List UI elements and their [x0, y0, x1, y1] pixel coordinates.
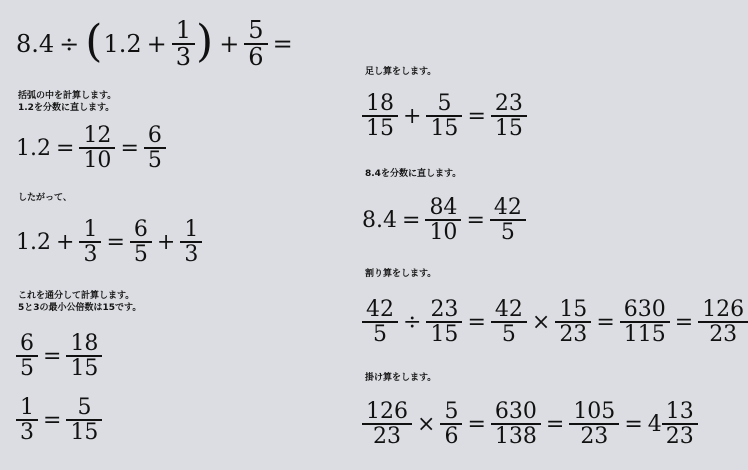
denominator: 6 — [244, 43, 267, 70]
equation-multiplication — [362, 400, 698, 448]
denominator: 115 — [620, 321, 670, 346]
equation-addition — [362, 92, 527, 140]
multiply-sign: × — [417, 411, 436, 437]
numerator: 13 — [665, 399, 694, 424]
fraction — [493, 92, 525, 140]
note-line: 割り算をします。 — [365, 269, 437, 279]
fraction — [700, 298, 746, 346]
right-paren: ) — [196, 16, 214, 68]
fraction — [493, 400, 539, 448]
denominator: 15 — [66, 419, 102, 444]
denominator: 10 — [79, 147, 115, 172]
note-line: 8.4を分数に直します。 — [365, 169, 462, 179]
equals-sign: = — [674, 309, 694, 335]
numerator: 105 — [573, 399, 616, 424]
fraction — [146, 124, 164, 172]
denominator: 23 — [362, 423, 412, 448]
denominator: 6 — [440, 423, 462, 448]
fraction — [182, 218, 200, 266]
note-line: 5と3の最小公倍数は15です。 — [18, 303, 142, 313]
plus-sign: + — [146, 30, 167, 59]
equals-sign: = — [467, 103, 486, 129]
plus-sign: + — [219, 30, 240, 59]
note-division — [365, 268, 436, 280]
fraction — [622, 298, 668, 346]
fraction — [664, 400, 696, 448]
numerator: 1 — [184, 217, 199, 242]
multiply-sign: × — [531, 309, 551, 335]
denominator: 3 — [16, 419, 38, 444]
mixed-number — [648, 400, 698, 448]
equation-one-third — [16, 396, 102, 444]
problem-term-a: 8.4 — [16, 30, 55, 59]
left-paren: ( — [85, 16, 103, 68]
fraction-one-third — [174, 18, 193, 70]
denominator: 10 — [425, 219, 461, 244]
equals-sign: = — [402, 207, 421, 233]
equals-sign: = — [43, 407, 62, 433]
fraction — [492, 196, 524, 244]
numerator: 6 — [20, 331, 34, 356]
denominator: 138 — [491, 423, 541, 448]
fraction — [364, 400, 410, 448]
numerator: 42 — [366, 297, 394, 322]
equals-sign: = — [624, 411, 643, 437]
equals-sign: = — [545, 411, 565, 437]
whole-part: 4 — [647, 411, 662, 437]
denominator: 5 — [144, 147, 166, 172]
fraction-five-sixths — [246, 18, 265, 70]
note-line: したがって、 — [18, 193, 72, 203]
fraction — [81, 218, 99, 266]
term: 1.2 — [16, 135, 51, 161]
fraction — [493, 298, 525, 346]
term: 1.2 — [16, 229, 51, 255]
equals-sign: = — [467, 411, 486, 437]
numerator: 1 — [83, 217, 98, 242]
denominator: 5 — [491, 321, 527, 346]
note-line: 足し算をします。 — [365, 67, 437, 77]
numerator: 84 — [429, 195, 458, 220]
equation-1-2-to-fraction — [16, 124, 166, 172]
denominator: 23 — [555, 321, 591, 346]
numerator: 5 — [437, 91, 452, 116]
fraction — [18, 396, 36, 444]
numerator: 42 — [494, 297, 523, 322]
numerator: 5 — [77, 395, 92, 420]
denominator: 5 — [16, 355, 38, 380]
numerator: 23 — [430, 297, 459, 322]
fraction — [442, 400, 460, 448]
fraction — [81, 124, 113, 172]
fraction — [68, 396, 100, 444]
equals-sign: = — [56, 135, 75, 161]
fraction — [427, 196, 459, 244]
numerator: 630 — [494, 399, 537, 424]
fraction — [571, 400, 617, 448]
denominator: 5 — [130, 241, 152, 266]
numerator: 6 — [147, 123, 162, 148]
equals-sign: = — [466, 207, 485, 233]
equals-sign: = — [43, 343, 62, 369]
fraction — [364, 298, 396, 346]
numerator: 1 — [175, 16, 192, 44]
equals-sign: = — [120, 135, 139, 161]
note-multiplication — [365, 372, 436, 384]
equation-8-4-fraction — [362, 196, 526, 244]
equals-sign: = — [106, 229, 125, 255]
fraction — [18, 332, 36, 380]
divide-sign: ÷ — [403, 309, 422, 335]
equals-sign: = — [272, 30, 293, 59]
fraction — [428, 92, 460, 140]
fraction — [68, 332, 100, 380]
numerator: 18 — [366, 91, 394, 116]
equals-sign: = — [467, 309, 486, 335]
fraction — [364, 92, 396, 140]
numerator: 126 — [366, 399, 408, 424]
equals-sign: = — [596, 309, 615, 335]
note-line: これを通分して計算します。 — [18, 291, 135, 301]
numerator: 42 — [493, 195, 522, 220]
denominator: 15 — [362, 115, 398, 140]
note-line: 掛け算をします。 — [365, 373, 437, 383]
note-line: 1.2を分数に直します。 — [18, 103, 115, 113]
note-parentheses — [18, 90, 116, 114]
equation-division — [362, 298, 748, 346]
divide-sign: ÷ — [59, 30, 80, 59]
problem-term-b: 1.2 — [103, 30, 142, 59]
problem-expression — [16, 18, 298, 70]
numerator: 15 — [559, 297, 588, 322]
denominator: 23 — [662, 423, 698, 448]
denominator: 15 — [491, 115, 527, 140]
equation-six-fifths — [16, 332, 102, 380]
denominator: 3 — [79, 241, 101, 266]
fraction — [557, 298, 589, 346]
numerator: 5 — [248, 16, 264, 44]
fraction — [428, 298, 460, 346]
denominator: 3 — [172, 43, 195, 70]
numerator: 1 — [20, 395, 34, 420]
denominator: 5 — [490, 219, 526, 244]
numerator: 18 — [70, 331, 99, 356]
denominator: 23 — [569, 423, 619, 448]
plus-sign: + — [56, 229, 75, 255]
numerator: 630 — [623, 297, 666, 322]
numerator: 5 — [444, 399, 459, 424]
fraction — [132, 218, 150, 266]
numerator: 12 — [83, 123, 112, 148]
numerator: 126 — [702, 297, 745, 322]
note-common-denominator — [18, 290, 141, 314]
note-8-4-to-fraction — [365, 168, 461, 180]
denominator: 15 — [66, 355, 102, 380]
equation-sum-restated — [16, 218, 202, 266]
numerator: 6 — [133, 217, 148, 242]
numerator: 23 — [494, 91, 523, 116]
denominator: 15 — [426, 321, 462, 346]
denominator: 5 — [362, 321, 398, 346]
note-line: 括弧の中を計算します。 — [18, 91, 117, 101]
term: 8.4 — [362, 207, 397, 233]
denominator: 15 — [426, 115, 462, 140]
plus-sign: + — [403, 103, 422, 129]
denominator: 23 — [698, 321, 748, 346]
note-addition — [365, 66, 436, 78]
plus-sign: + — [156, 229, 176, 255]
denominator: 3 — [180, 241, 202, 266]
note-therefore — [18, 192, 72, 204]
